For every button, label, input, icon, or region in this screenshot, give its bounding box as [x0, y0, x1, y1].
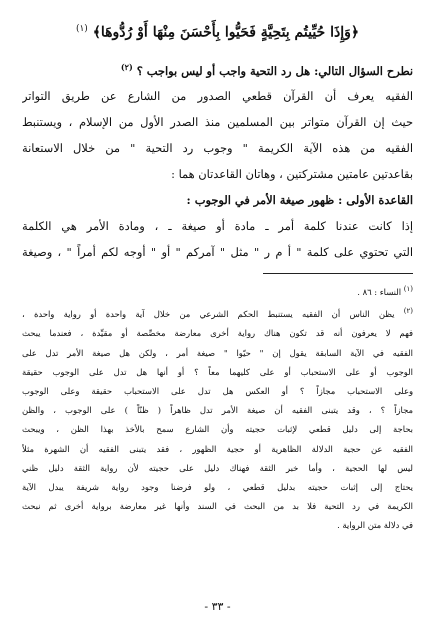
paragraph-2 [22, 213, 413, 265]
paragraph-1-line: الفقيه يعرف أن القرآن قطعي الصدور من الشارع عن طريق التواتر [22, 89, 413, 104]
footnote-1-text: النساء : ٨٦ . [357, 287, 402, 298]
footnote-2-line: فهم لا يعرفون أنه قد تكون هناك رواية أخرى معارضة مخصِّصة أو مقيِّدة ، فعندما يبحث [22, 328, 413, 339]
quran-verse [22, 18, 413, 44]
paragraph-1-line: حيث إن القرآن متواتر بين المسلمين منذ الصدر الأول من الإسلام ، ويستنبط [22, 115, 413, 130]
footnote-1 [22, 280, 413, 302]
footnote-2-line: الفقيه عن حجية الدلالة الظاهرية أو حجية الظهور ، فقد يتبنى الفقيه أن الشهرة مثلاً [22, 443, 413, 454]
rule-heading: القاعدة الأولى : ظهور صيغة الأمر في الوجوب : [186, 193, 413, 208]
footnote-2-line: بحاجة إلى دليل قطعي لإثبات حجيته وأن الشارع سمح بالأخذ بهذا الظن ، ويبحث [22, 424, 413, 435]
footnote-2-line [22, 302, 413, 324]
footnote-2-line: الكريمة في رد التحية فلا بد من البحث في السند وأنها غير معارضة برواية أخرى ثم نبحث [22, 501, 413, 512]
paragraph-2-line: إذا كانت عندنا كلمة أمر ـ مادة أو صيغة ـ ، ومادة الأمر هي الكلمة [22, 219, 413, 234]
question-text: نطرح السؤال التالي: هل رد التحية واجب أو ليس بواجب ؟ [136, 63, 413, 78]
page-number: - ٣٣ - [204, 600, 231, 613]
footnote-2-line-text: يظن الناس أن الفقيه يستنبط الحكم الشرعي من خلال آية واحدة أو رواية واحدة ، [22, 309, 395, 320]
verse-footnote-ref: (١) [75, 24, 88, 34]
footnote-divider [263, 273, 413, 274]
paragraph-1-line: بقاعدتين عامتين مشتركتين ، وهاتان القاعدتان هما : [171, 167, 413, 182]
footnote-2-line: مجازاً ؟ ، وقد يتبنى الفقيه أن صيغة الأمر تدل ظاهراً ( ظنّاً ) على الوجوب ، والظن [22, 405, 413, 416]
footnote-2-line: ليس لها الحجية ، وأما خبر الثقة فهناك دليل على حجيته لأن رواية الثقة دليل ظني [22, 462, 413, 473]
footnote-2-line: وعلى الاستحباب مجازاً ؟ أو العكس هل تدل على الاستحباب حقيقة وعلى الوجوب [22, 386, 413, 397]
footnotes [22, 280, 413, 535]
paragraph-2-line: التي تحتوي على كلمة " أ م ر " مثل " آمركم " أو " أوجه لكم أمراً " ، وصيغة [22, 245, 413, 260]
footnote-2-line: الفقيه في الآية السابقة يقول إن " حيّوا " صيغة أمر ، ولكن هل صيغة الأمر تدل على [22, 347, 413, 358]
verse-text: ﴿وَإِذَا حُيِّيتُم بِتَحِيَّةٍ فَحَيُّوا بِأَحْسَنَ مِنْهَا أَوْ رُدُّوهَا﴾ [92, 24, 360, 41]
paragraph-1-line: الفقيه من هذه الآية الكريمة " وجوب رد التحية " من خلال الاستعانة [22, 141, 413, 156]
question-line [22, 54, 413, 84]
footnote-2-line: يحتاج إلى إثبات حجيته بدليل قطعي ، ولو فرضنا وجود رواية شريفة يبدل الآية [22, 482, 413, 493]
footnote-2 [22, 302, 413, 535]
question-footnote-ref: (٢) [120, 61, 133, 72]
footnote-2-number: (٢) [403, 307, 413, 316]
footnote-2-line: الوجوب أو على الاستحباب أو على كليهما معاً ؟ أو أنها هل تدل على الوجوب حقيقة [22, 366, 413, 377]
paragraph-1 [22, 83, 413, 187]
footnote-2-line: في دلالة متن الرواية . [337, 520, 413, 531]
footnote-1-number: (١) [403, 285, 413, 294]
